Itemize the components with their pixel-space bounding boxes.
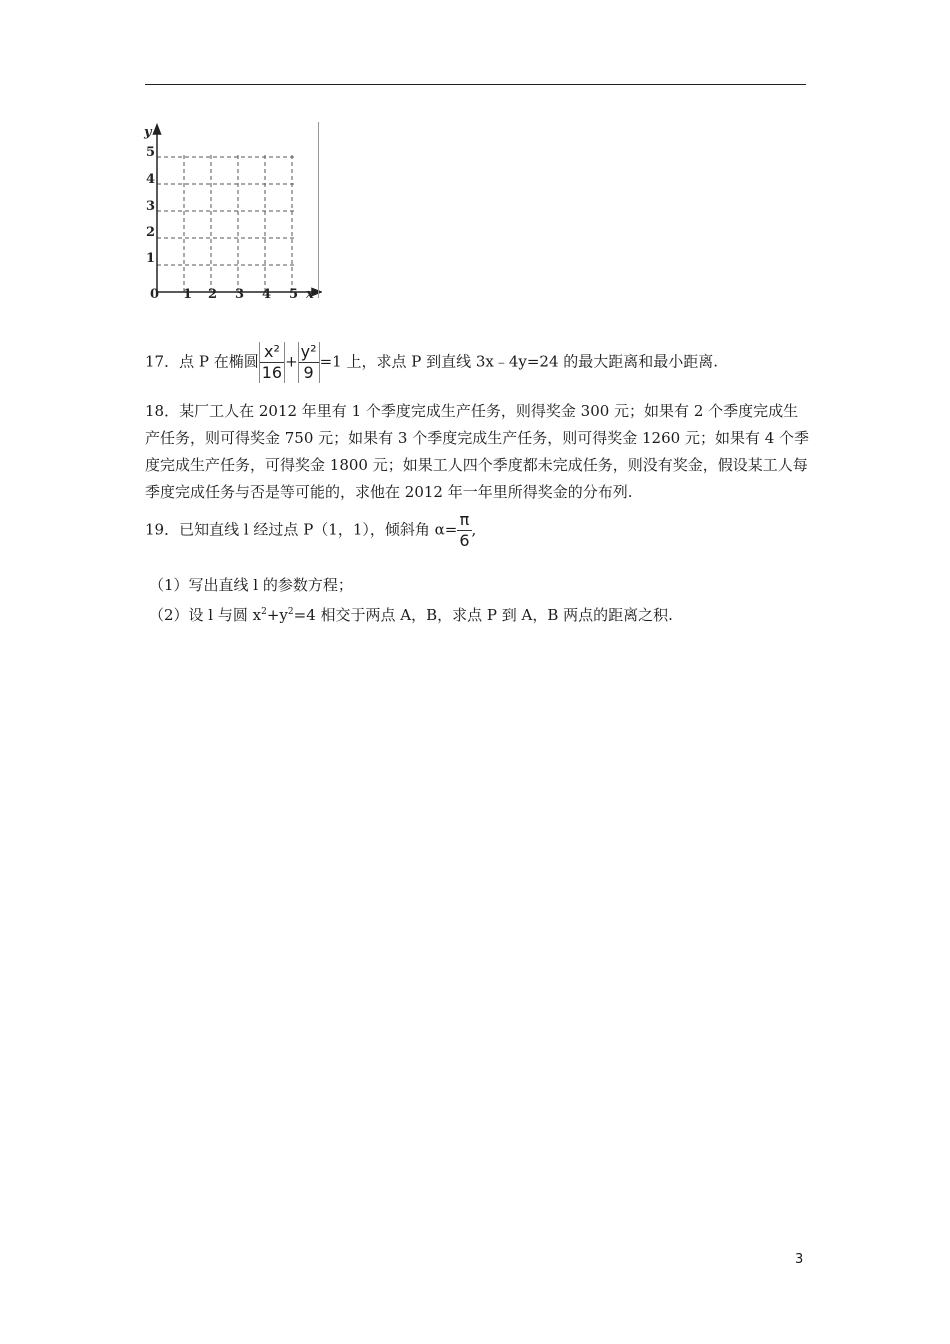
fraction-denominator: 16: [261, 363, 283, 382]
question-19-part-2: [149, 599, 814, 629]
plus-sign: +: [285, 352, 298, 371]
question-text: 已知直线 l 经过点 P（1，1），倾斜角 α=: [179, 520, 458, 539]
y-tick-label: 2: [146, 225, 156, 240]
x-tick-label: 1: [183, 287, 193, 302]
x-axis-label: x: [306, 287, 314, 302]
fraction-x2-over-16: [259, 342, 285, 383]
grid-svg: [140, 122, 322, 304]
fraction-denominator: 6: [459, 531, 470, 550]
y-tick-label: 4: [146, 172, 156, 187]
x-tick-label: 4: [262, 287, 272, 302]
x-tick-label: 5: [289, 287, 299, 302]
fraction-numerator: x²: [260, 342, 284, 363]
page-number: 3: [795, 1252, 804, 1267]
question-text: =4 相交于两点 A，B，求点 P 到 A，B 两点的距离之积.: [293, 606, 673, 624]
question-text: +y: [266, 606, 288, 624]
y-axis-arrow-icon: [154, 125, 161, 134]
y-tick-label: 1: [146, 251, 156, 266]
y-tick-label: 3: [146, 199, 156, 214]
question-text: ,: [471, 520, 477, 539]
origin-label: 0: [150, 287, 160, 302]
question-19: [145, 510, 810, 551]
fraction-numerator: π: [457, 510, 471, 531]
fraction-denominator: 9: [303, 363, 314, 382]
question-text: =1 上，求点 P 到直线 3x﹣4y=24 的最大距离和最小距离.: [319, 352, 719, 371]
question-text: （2）设 l 与圆 x: [149, 606, 262, 624]
question-number: 18．: [145, 402, 180, 420]
question-number: 19．: [145, 520, 180, 539]
header-rule: [145, 84, 806, 85]
question-number: 17．: [145, 352, 180, 371]
superscript: 2: [287, 607, 294, 617]
question-18: [145, 398, 810, 506]
figure-frame-edge: [318, 122, 319, 298]
fraction-numerator: y²: [300, 342, 317, 361]
superscript: 2: [261, 607, 267, 617]
x-tick-label: 3: [235, 287, 245, 302]
y-axis-label: y: [144, 125, 152, 140]
question-19-part-1: （1）写出直线 l 的参数方程；: [149, 576, 353, 594]
coordinate-grid-figure: [140, 122, 322, 304]
question-17: [145, 342, 810, 383]
y-tick-label: 5: [146, 145, 156, 160]
x-tick-label: 2: [208, 287, 218, 302]
question-text: 某厂工人在 2012 年里有 1 个季度完成生产任务，则得奖金 300 元；如果有 2 个季度完成生产任务，则可得奖金 750 元；如果有 3 个季度完成生产任务，则可得奖金 1260 元；如果有 4 个季度完成生产任务，可得奖金 1800 元；如果工人四个季度都未完成任务，则没有奖金，假设某工人每季度完成任务与否是等可能的，求他在 2012 年一年里所得奖金的分布列.: [145, 402, 810, 501]
fraction-y2-over-9: [298, 342, 320, 383]
question-text: 点 P 在椭圆: [179, 352, 259, 371]
fraction-pi-over-6: [457, 510, 471, 551]
